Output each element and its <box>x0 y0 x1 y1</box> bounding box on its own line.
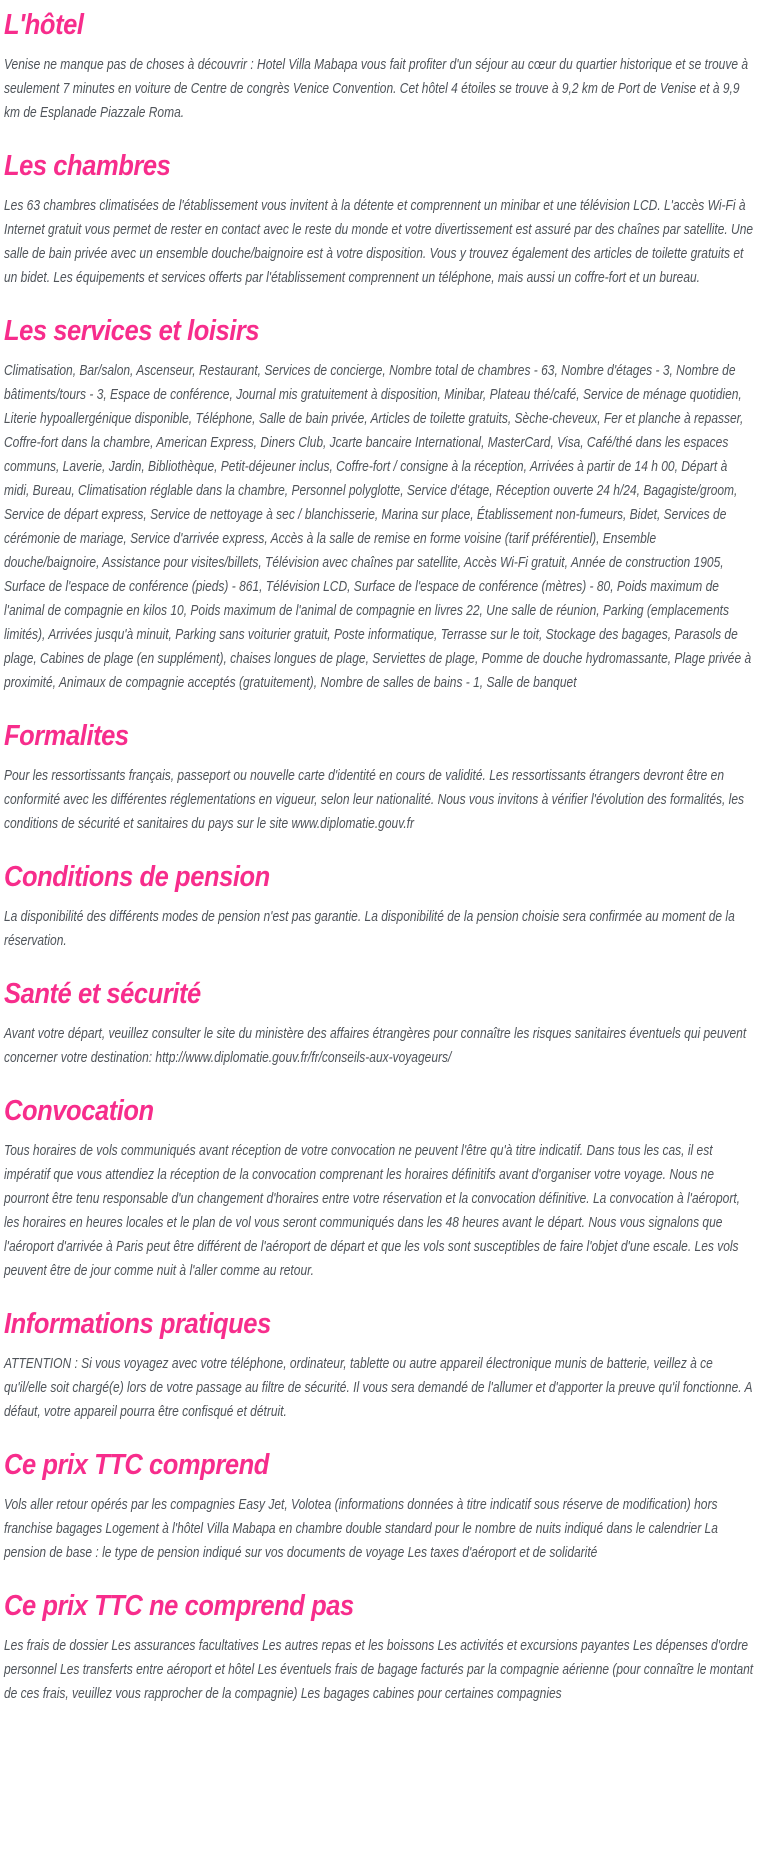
paragraph-convocation: Tous horaires de vols communiqués avant réception de votre convocation ne peuvent l'être qu'à titre indicatif. Dans tous les cas, il est impératif que vous attendiez la réception de la convocation comprenant les horaires définitifs avant d'organiser votre voyage. Nous ne pourront être tenu responsable d'un changement d'horaires entre votre réservation et la convocation définitive. La convocation à l'aéroport, les horaires en heures locales et le plan de vol vous seront communiqués dans les 48 heures avant le départ. Nous vous signalons que l'aéroport d'arrivée à Paris peut être différent de l'aéroport de départ et que les vols sont susceptibles de faire l'objet d'une escale. Les vols peuvent être de jour comme nuit à l'aller comme au retour. <box>4 1142 740 1279</box>
section-les-services-et-loisirs <box>4 314 754 695</box>
section-informations-pratiques <box>4 1307 754 1424</box>
section-formalites <box>4 719 754 836</box>
section-ce-prix-ttc-comprend <box>4 1448 754 1565</box>
paragraph-informations-pratiques: ATTENTION : Si vous voyagez avec votre téléphone, ordinateur, tablette ou autre appareil électronique munis de batterie, veillez à ce qu'il/elle soit chargé(e) lors de votre passage au filtre de sécurité. Il vous sera demandé de l'allumer et d'apporter la preuve qu'il fonctionne. A défaut, votre appareil pourra être confisqué et détruit. <box>4 1355 753 1420</box>
paragraph-conditions-de-pension: La disponibilité des différents modes de pension n'est pas garantie. La disponibilité de la pension choisie sera confirmée au moment de la réservation. <box>4 908 735 949</box>
heading-les-chambres: Les chambres <box>4 150 171 182</box>
section-lhotel <box>4 8 754 125</box>
paragraph-ce-prix-ttc-ne-comprend-pas: Les frais de dossier Les assurances facultatives Les autres repas et les boissons Les activités et excursions payantes Les dépenses d'ordre personnel Les transferts entre aéroport et hôtel Les éventuels frais de bagage facturés par la compagnie aérienne (pour connaître le montant de ces frais, veuillez vous rapprocher de la compagnie) Les bagages cabines pour certaines compagnies <box>4 1637 754 1702</box>
heading-ce-prix-ttc-ne-comprend-pas: Ce prix TTC ne comprend pas <box>4 1590 354 1622</box>
section-ce-prix-ttc-ne-comprend-pas <box>4 1589 754 1706</box>
heading-formalites: Formalites <box>4 720 129 752</box>
section-convocation <box>4 1094 754 1283</box>
paragraph-les-services-et-loisirs: Climatisation, Bar/salon, Ascenseur, Restaurant, Services de concierge, Nombre total de chambres - 63, Nombre d'étages - 3, Nombre de bâtiments/tours - 3, Espace de conférence, Journal mis gratuitement à disposition, Minibar, Plateau thé/café, Service de ménage quotidien, Literie hypoallergénique disponible, Téléphone, Salle de bain privée, Articles de toilette gratuits, Sèche-cheveux, Fer et planche à repasser, Coffre-fort dans la chambre, American Express, Diners Club, Jcarte bancaire International, MasterCard, Visa, Café/thé dans les espaces communs, Laverie, Jardin, Bibliothèque, Petit-déjeuner inclus, Coffre-fort / consigne à la réception, Arrivées à partir de 14 h 00, Départ à midi, Bureau, Climatisation réglable dans la chambre, Personnel polyglotte, Service d'étage, Réception ouverte 24 h/24, Bagagiste/groom, Service de départ express, Service de nettoyage à sec / blanchisserie, Marina sur place, Établissement non-fumeurs, Bidet, Services de cérémonie de mariage, Service d'arrivée express, Accès à la salle de remise en forme voisine (tarif préférentiel), Ensemble douche/baignoire, Assistance pour visites/billets, Télévision avec chaînes par satellite, Accès Wi-Fi gratuit, Année de construction 1905, Surface de l'espace de conférence (pieds) - 861, Télévision LCD, Surface de l'espace de conférence (mètres) - 80, Poids maximum de l'animal de compagnie en kilos 10, Poids maximum de l'animal de compagnie en livres 22, Une salle de réunion, Parking (emplacements limités), Arrivées jusqu'à minuit, Parking sans voiturier gratuit, Poste informatique, Terrasse sur le toit, Stockage des bagages, Parasols de plage, Cabines de plage (en supplément), chaises longues de plage, Serviettes de plage, Pomme de douche hydromassante, Plage privée à proximité, Animaux de compagnie acceptés (gratuitement), Nombre de salles de bains - 1, Salle de banquet <box>4 362 752 691</box>
section-conditions-de-pension <box>4 860 754 953</box>
heading-ce-prix-ttc-comprend: Ce prix TTC comprend <box>4 1449 269 1481</box>
paragraph-ce-prix-ttc-comprend: Vols aller retour opérés par les compagnies Easy Jet, Volotea (informations données à titre indicatif sous réserve de modification) hors franchise bagages Logement à l'hôtel Villa Mabapa en chambre double standard pour le nombre de nuits indiqué dans le calendrier La pension de base : le type de pension indiqué sur vos documents de voyage Les taxes d'aéroport et de solidarité <box>4 1496 718 1561</box>
heading-conditions-de-pension: Conditions de pension <box>4 861 270 893</box>
paragraph-sante-et-securite: Avant votre départ, veuillez consulter le site du ministère des affaires étrangères pour connaître les risques sanitaires éventuels qui peuvent concerner votre destination: http://www.diplomatie.gouv.fr/fr/conseils-aux-voyageurs/ <box>4 1025 747 1066</box>
section-les-chambres <box>4 149 754 290</box>
heading-informations-pratiques: Informations pratiques <box>4 1308 271 1340</box>
heading-les-services-et-loisirs: Les services et loisirs <box>4 315 260 347</box>
paragraph-les-chambres: Les 63 chambres climatisées de l'établissement vous invitent à la détente et comprennent un minibar et une télévision LCD. L'accès Wi-Fi à Internet gratuit vous permet de rester en contact avec le reste du monde et votre divertissement est assuré par des chaînes par satellite. Une salle de bain privée avec un ensemble douche/baignoire est à votre disposition. Vous y trouvez également des articles de toilette gratuits et un bidet. Les équipements et services offerts par l'établissement comprennent un téléphone, mais aussi un coffre-fort et un bureau. <box>4 197 754 286</box>
section-sante-et-securite <box>4 977 754 1070</box>
heading-convocation: Convocation <box>4 1095 154 1127</box>
paragraph-formalites: Pour les ressortissants français, passeport ou nouvelle carte d'identité en cours de validité. Les ressortissants étrangers devront être en conformité avec les différentes réglementations en vigueur, selon leur nationalité. Nous vous invitons à vérifier l'évolution des formalités, les conditions de sécurité et sanitaires du pays sur le site www.diplomatie.gouv.fr <box>4 767 745 832</box>
heading-lhotel: L'hôtel <box>4 9 84 41</box>
heading-sante-et-securite: Santé et sécurité <box>4 978 201 1010</box>
paragraph-lhotel: Venise ne manque pas de choses à découvrir : Hotel Villa Mabapa vous fait profiter d'un séjour au cœur du quartier historique et se trouve à seulement 7 minutes en voiture de Centre de congrès Venice Convention. Cet hôtel 4 étoiles se trouve à 9,2 km de Port de Venise et à 9,9 km de Esplanade Piazzale Roma. <box>4 56 749 121</box>
